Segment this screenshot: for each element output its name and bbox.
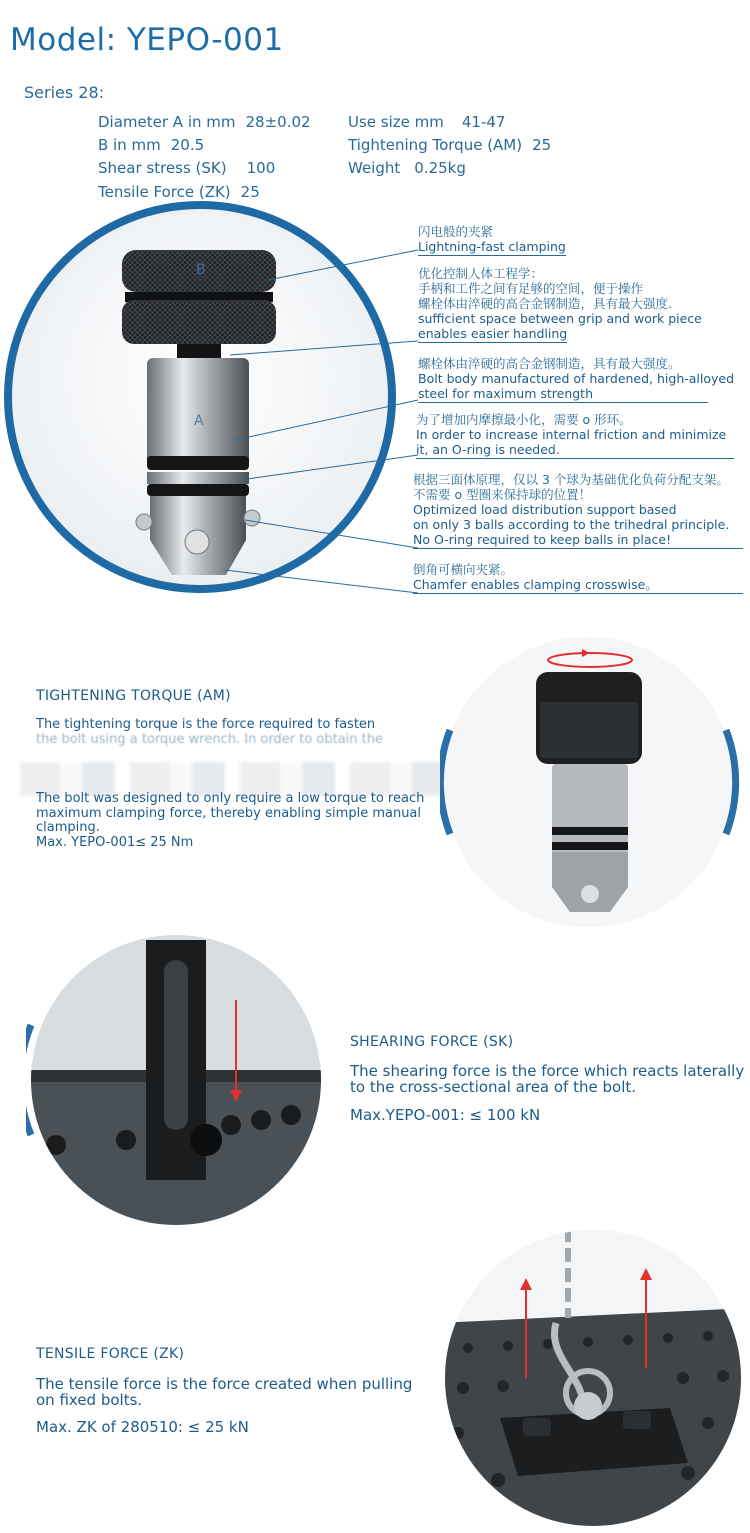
annotation-clamping: [418, 224, 566, 256]
torque-line: maximum clamping force, thereby enabling simple manual: [36, 805, 422, 821]
tensile-line: The tensile force is the force created when pulling: [36, 1375, 413, 1393]
annotation-en: In order to increase internal friction and minimize: [416, 427, 727, 442]
spec-torque: [348, 136, 551, 154]
tensile-text: [36, 1376, 412, 1408]
spec-value: 28±0.02: [245, 113, 311, 131]
spec-value: 25: [240, 183, 260, 201]
torque-max: Max. YEPO-001≤ 25 Nm: [36, 834, 194, 850]
annotation-cn: 优化控制人体工程学：: [418, 266, 544, 281]
spec-diameter: [98, 113, 311, 131]
annotation-cn: 为了增加内摩擦最小化，需要 o 形环。: [416, 412, 632, 427]
annotation-cn: 闪电般的夹紧: [418, 224, 494, 239]
shear-line: to the cross-sectional area of the bolt.: [350, 1078, 637, 1096]
annotation-cn: 螺栓体由淬硬的高合金钢制造，具有最大强度.: [418, 296, 672, 311]
torque-line: the bolt using a torque wrench. In order to obtain the: [36, 731, 384, 747]
ring-arc: [26, 1025, 31, 1135]
spec-value: 41-47: [461, 113, 506, 131]
shear-max: Max.YEPO-001: ≤ 100 kN: [350, 1106, 541, 1124]
shear-heading: SHEARING FORCE (SK): [350, 1034, 514, 1050]
annotation-ergonomics: [418, 266, 702, 343]
spec-label: Use size mm: [348, 113, 444, 131]
spec-label: Diameter A in mm: [98, 113, 236, 131]
spec-label: B in mm: [98, 136, 161, 154]
spec-label: Tightening Torque (AM): [348, 136, 523, 154]
annotation-cn: 不需要 o 型圈来保持球的位置！: [413, 487, 592, 502]
torque-image: [440, 632, 750, 932]
torque-line: The tightening torque is the force required to fasten: [36, 717, 376, 732]
torque-text: [36, 718, 383, 747]
spec-value: 0.25kg: [414, 159, 466, 177]
annotation-en: Optimized load distribution support based: [413, 502, 677, 517]
shear-text: [350, 1063, 744, 1095]
annotation-en: Chamfer enables clamping crosswise。: [413, 577, 743, 594]
annotation-chamfer: [413, 562, 743, 594]
spec-value: 20.5: [170, 136, 205, 154]
spec-shear: [98, 159, 275, 177]
tensile-heading: TENSILE FORCE (ZK): [36, 1346, 185, 1362]
annotation-o-ring: [416, 412, 734, 459]
annotation-en: steel for maximum strength: [418, 386, 708, 403]
annotation-en: Lightning-fast clamping: [418, 239, 566, 254]
spec-label: Shear stress (SK): [98, 159, 227, 177]
annotation-bolt-body: [418, 356, 734, 403]
spec-value: 100: [246, 159, 276, 177]
shearing-image: [26, 930, 326, 1230]
bolt-diagram: [0, 200, 750, 620]
annotation-en: No O-ring required to keep balls in place!: [413, 532, 743, 549]
spec-weight: [348, 159, 466, 177]
annotation-en: on only 3 balls according to the trihedral principle.: [413, 517, 730, 532]
annotation-en: it, an O-ring is needed.: [416, 442, 734, 459]
spec-value: 25: [532, 136, 552, 154]
spec-use-size: [348, 113, 505, 131]
annotation-balls: [413, 472, 743, 549]
annotation-cn: 倒角可横向夹紧。: [413, 562, 514, 577]
tensile-max: Max. ZK of 280510: ≤ 25 kN: [36, 1418, 249, 1436]
torque-heading: TIGHTENING TORQUE (AM): [36, 688, 231, 704]
bolt-body: [136, 358, 260, 575]
tensile-image: [438, 1228, 748, 1530]
annotation-en: Bolt body manufactured of hardened, high-alloyed: [418, 371, 735, 386]
shear-line: The shearing force is the force which reacts laterally: [350, 1062, 745, 1080]
annotation-cn: 手柄和工件之间有足够的空间，便于操作: [418, 281, 644, 296]
spec-b: [98, 136, 204, 154]
tensile-line: on fixed bolts.: [36, 1391, 143, 1409]
spec-label: Weight: [348, 159, 401, 177]
torque-text-2: [36, 792, 424, 850]
label-a: A: [194, 413, 204, 429]
annotation-en: sufficient space between grip and work piece: [418, 311, 702, 326]
spec-label: Tensile Force (ZK): [98, 183, 231, 201]
annotation-cn: 螺栓体由淬硬的高合金钢制造，具有最大强度。: [418, 356, 681, 371]
label-b: B: [196, 262, 206, 278]
spec-tensile: [98, 183, 260, 201]
page-title: Model: YEPO-001: [10, 22, 284, 58]
annotation-en: enables easier handling: [418, 326, 568, 341]
torque-line: The bolt was designed to only require a low torque to reach: [36, 791, 425, 806]
annotation-cn: 根据三面体原理，仅以 3 个球为基础优化负荷分配支架。: [413, 472, 729, 487]
torque-line: clamping.: [36, 820, 100, 835]
series-label: Series 28:: [24, 83, 105, 102]
